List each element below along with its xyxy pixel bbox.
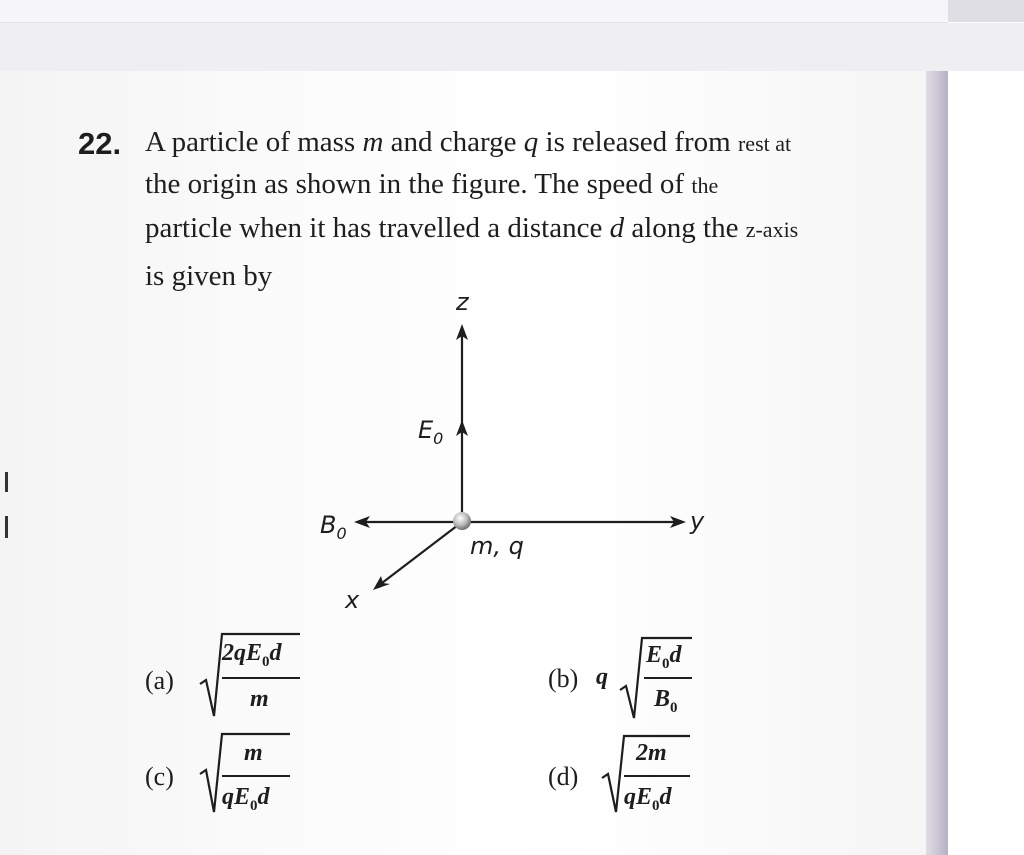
option-b-prefix: q — [596, 664, 608, 690]
option-c-label: (c) — [145, 762, 174, 791]
particle-icon — [453, 512, 471, 530]
question-line-1: A particle of mass m and charge q is released from rest at — [145, 126, 792, 158]
x-axis-label: x — [345, 586, 360, 614]
e-field-label: $E_0$ — [418, 416, 444, 448]
option-b-numerator: $E_0d$ — [646, 642, 682, 672]
option-c-numerator: m — [244, 740, 263, 766]
b-field-label: $B_0$ — [320, 511, 347, 543]
question-line-2: the origin as shown in the figure. The speed of the — [145, 168, 719, 200]
question-line-4: is given by — [145, 260, 273, 292]
question-number: 22. — [78, 126, 122, 161]
option-a-numerator: $2qE_0d$ — [222, 640, 282, 670]
option-b-denominator: $B_0$ — [654, 686, 678, 716]
option-d-numerator: 2m — [636, 740, 667, 766]
option-d-denominator: $qE_0d$ — [624, 784, 672, 814]
question-line-3: particle when it has travelled a distance d along the z-axis — [145, 212, 799, 244]
option-a-denominator: m — [250, 686, 269, 712]
option-a-label: (a) — [145, 666, 174, 695]
option-b-label: (b) — [548, 664, 579, 693]
particle-label: m, q — [470, 532, 524, 560]
x-axis-line — [378, 522, 462, 586]
option-d-label: (d) — [548, 762, 579, 791]
z-axis-label: z — [456, 288, 469, 316]
option-c-denominator: $qE_0d$ — [222, 784, 270, 814]
y-axis-label: y — [690, 507, 705, 535]
